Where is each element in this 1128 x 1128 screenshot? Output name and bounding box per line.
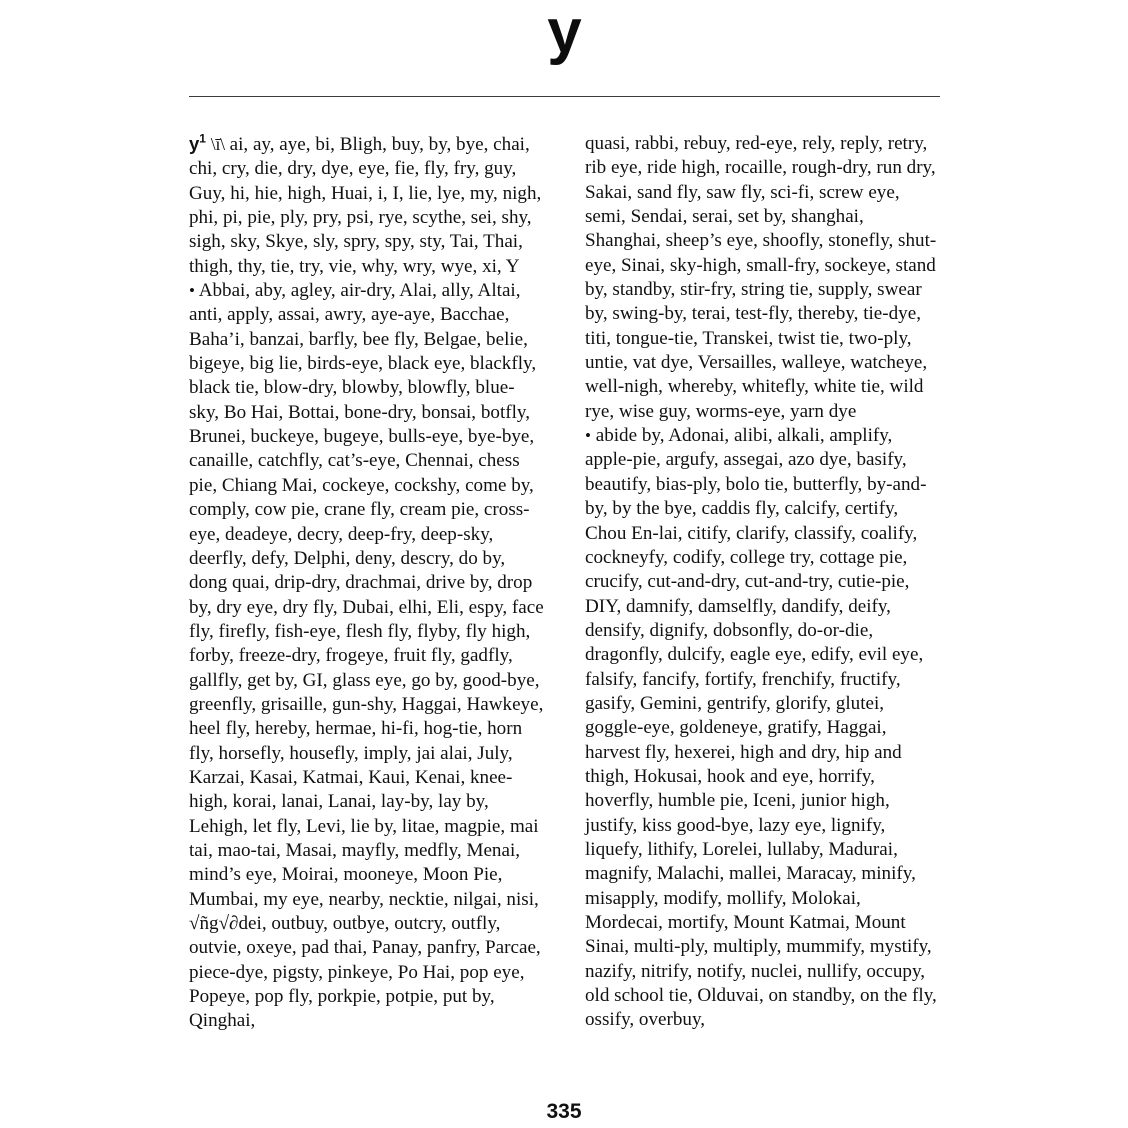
homograph-number: 1 [199, 131, 206, 146]
rhyme-list-two-syllable-continued: quasi, rabbi, rebuy, red-eye, rely, reply, retry, rib eye, ride high, rocaille, rough-dry, run dry, Sakai, sand fly, saw fly, sci-fi, screw eye, semi, Sendai, serai, set by, shanghai, Shanghai, sheep’s eye, shoofly, stonefly, shut-eye, Sinai, sky-high, small-fry, sockeye, stand by, standby, stir-fry, string tie, supply, swear by, swing-by, terai, test-fly, thereby, tie-dye, titi, tongue-tie, Transkei, twist tie, two-ply, untie, vat dye, Versailles, walleye, watcheye, well-nigh, whereby, whitefly, white tie, wild rye, wise guy, worms-eye, yarn dye [585, 133, 937, 422]
bullet-icon: • [585, 426, 591, 446]
page-number: 335 [546, 1100, 582, 1123]
pronunciation: \ī\ [210, 134, 225, 154]
entry-two-syllable [189, 279, 544, 1034]
header-rule-divider [189, 96, 940, 97]
rhyme-list-one-syllable: ai, ay, aye, bi, Bligh, buy, by, bye, chai, chi, cry, die, dry, dye, eye, fie, fly, fry, guy, Guy, hi, hie, high, Huai, i, I, lie, lye, my, nigh, phi, pi, pie, ply, pry, psi, rye, scythe, sei, shy, sigh, sky, Skye, sly, spry, spy, sty, Tai, Thai, thigh, thy, tie, try, vie, why, wry, wye, xi, Y [189, 134, 542, 277]
rhyme-list-three-syllable: abide by, Adonai, alibi, alkali, amplify, apple-pie, argufy, assegai, azo dye, basify, beautify, bias-ply, bolo tie, butterfly, by-and-by, by the bye, caddis fly, calcify, certify, Chou En-lai, citify, clarify, classify, coalify, cockneyfy, codify, college try, cottage pie, crucify, cut-and-dry, cut-and-try, cutie-pie, DIY, damnify, damselfly, dandify, deify, densify, dignify, dobsonfly, do-or-die, dragonfly, dulcify, eagle eye, edify, evil eye, falsify, fancify, fortify, frenchify, fructify, gasify, Gemini, gentrify, glorify, glutei, goggle-eye, goldeneye, gratify, Haggai, harvest fly, hexerei, high and dry, hip and thigh, Hokusai, hook and eye, horrify, hoverfly, humble pie, Iceni, junior high, justify, kiss good-bye, lazy eye, lignify, liquefy, lithify, Lorelei, lullaby, Madurai, magnify, Malachi, mallei, Maracay, minify, misapply, modify, mollify, Molokai, Mordecai, mortify, Mount Katmai, Mount Sinai, multi-ply, multiply, mummify, mystify, nazify, nitrify, notify, nuclei, nullify, occupy, old school tie, Olduvai, on standby, on the fly, ossify, overbuy, [585, 425, 937, 1031]
letter-section-heading: y [547, 0, 581, 66]
column-left [189, 132, 544, 1034]
two-column-text-body [189, 132, 940, 1092]
entry-two-syllable-continued [585, 132, 940, 424]
rhyme-list-two-syllable: Abbai, aby, agley, air-dry, Alai, ally, Altai, anti, apply, assai, awry, aye-aye, Bacchae, Baha’i, banzai, barfly, bee fly, Belgae, belie, bigeye, big lie, birds-eye, black eye, blackfly, black tie, blow-dry, blowby, blowfly, blue-sky, Bo Hai, Bottai, bone-dry, bonsai, botfly, Brunei, buckeye, bugeye, bulls-eye, bye-bye, canaille, catchfly, cat’s-eye, Chennai, chess pie, Chiang Mai, cockeye, cockshy, come by, comply, cow pie, crane fly, cream pie, cross-eye, deadeye, decry, deep-fry, deep-sky, deerfly, defy, Delphi, deny, descry, do by, dong quai, drip-dry, drachmai, drive by, drop by, dry eye, dry fly, Dubai, elhi, Eli, espy, face fly, firefly, fish-eye, flesh fly, flyby, fly high, forby, freeze-dry, frogeye, fruit fly, gadfly, gallfly, get by, GI, glass eye, go by, good-bye, greenfly, grisaille, gun-shy, Haggai, Hawkeye, heel fly, hereby, hermae, hi-fi, hog-tie, horn fly, horsefly, housefly, imply, jai alai, July, Karzai, Kasai, Katmai, Kaui, Kenai, knee-high, korai, lanai, Lanai, lay-by, lay by, Lehigh, let fly, Levi, lie by, litae, magpie, mai tai, mao-tai, Masai, mayfly, medfly, Menai, mind’s eye, Moirai, mooneye, Moon Pie, Mumbai, my eye, nearby, necktie, nilgai, nisi, √ñg√∂dei, outbuy, outbye, outcry, outfly, outvie, oxeye, pad thai, Panay, panfry, Parcae, piece-dye, pigsty, pinkeye, Po Hai, pop eye, Popeye, pop fly, porkpie, potpie, put by, Qinghai, [189, 280, 544, 1032]
headword: y [189, 133, 200, 154]
entry-one-syllable [189, 132, 544, 279]
entry-three-syllable [585, 424, 940, 1033]
column-right [585, 132, 940, 1033]
bullet-icon: • [189, 281, 195, 301]
